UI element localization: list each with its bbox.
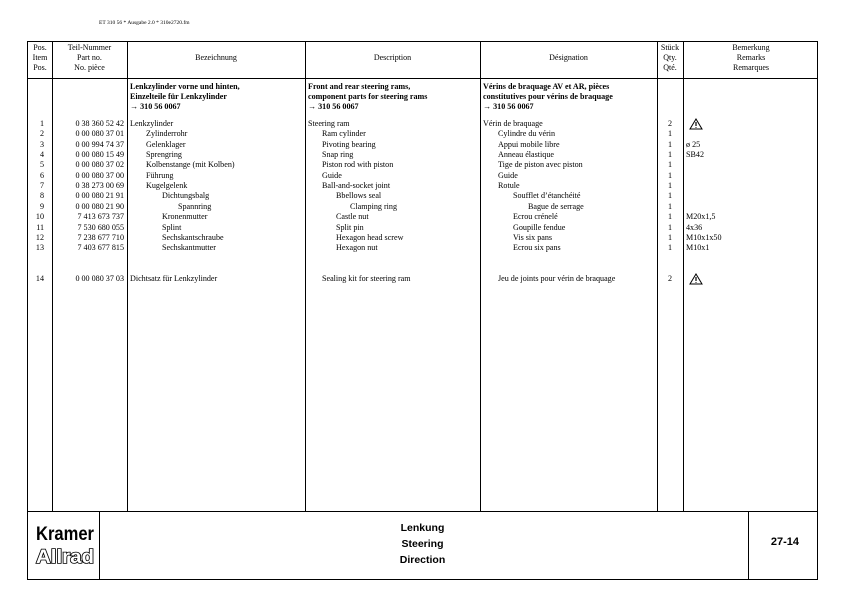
header-remarks: Bemerkung Remarks Remarques bbox=[732, 43, 770, 72]
row-designation: Vérin de braquage bbox=[483, 119, 543, 128]
row-pos: 14 bbox=[35, 274, 44, 283]
logo-text-bottom: Allrad bbox=[36, 547, 94, 568]
row-description: Ram cylinder bbox=[322, 129, 366, 138]
row-designation: Tige de piston avec piston bbox=[498, 160, 583, 169]
row-bezeichnung: Sprengring bbox=[146, 150, 182, 159]
title-de: Lenkung bbox=[400, 522, 445, 534]
header-bezeichnung: Bezeichnung bbox=[195, 53, 237, 62]
row-bezeichnung: Splint bbox=[162, 223, 182, 232]
row-part-number: 7 413 673 737 bbox=[77, 212, 124, 221]
group-heading-fr: Vérins de braquage AV et AR, pièces constitutives pour vérins de braquage → 310 56 0067 bbox=[483, 82, 613, 111]
title-en: Steering bbox=[401, 538, 444, 550]
col-divider bbox=[683, 42, 684, 511]
row-pos: 12 bbox=[35, 233, 44, 242]
row-pos: 10 bbox=[35, 212, 44, 221]
warning-triangle-icon bbox=[689, 118, 703, 130]
row-quantity: 1 bbox=[667, 160, 673, 169]
row-description: Castle nut bbox=[336, 212, 369, 221]
row-quantity: 1 bbox=[667, 171, 673, 180]
title-fr: Direction bbox=[399, 554, 446, 566]
row-quantity: 1 bbox=[667, 140, 673, 149]
header-quantity: Stück Qty. Qté. bbox=[660, 43, 680, 72]
row-quantity: 1 bbox=[667, 202, 673, 211]
row-pos: 6 bbox=[39, 171, 44, 180]
row-quantity: 1 bbox=[667, 243, 673, 252]
row-designation: Jeu de joints pour vérin de braquage bbox=[498, 274, 616, 283]
row-designation: Appui mobile libre bbox=[498, 140, 560, 149]
row-description: Split pin bbox=[336, 223, 364, 232]
row-quantity: 1 bbox=[667, 181, 673, 190]
row-bezeichnung: Dichtsatz für Lenkzylinder bbox=[130, 274, 218, 283]
header-part-number: Teil-Nummer Part no. No. pièce bbox=[67, 43, 112, 72]
row-pos: 8 bbox=[39, 191, 44, 200]
row-description: Bbellows seal bbox=[336, 191, 382, 200]
row-bezeichnung: Sechskantschraube bbox=[162, 233, 224, 242]
row-part-number: 0 00 080 37 00 bbox=[75, 171, 124, 180]
page-number: 27-14 bbox=[770, 536, 799, 548]
col-divider bbox=[305, 42, 306, 511]
row-quantity: 1 bbox=[667, 212, 673, 221]
header-description: Description bbox=[373, 53, 412, 62]
row-quantity: 1 bbox=[667, 233, 673, 242]
warning-triangle-icon bbox=[689, 273, 703, 285]
section-title bbox=[28, 520, 817, 568]
row-part-number: 7 403 677 815 bbox=[77, 243, 124, 252]
row-designation: Rotule bbox=[498, 181, 520, 190]
row-bezeichnung: Dichtungsbalg bbox=[162, 191, 210, 200]
row-designation: Ecrou crénelé bbox=[513, 212, 558, 221]
row-part-number: 0 00 994 74 37 bbox=[75, 140, 124, 149]
row-description: Sealing kit for steering ram bbox=[322, 274, 411, 283]
row-description: Snap ring bbox=[322, 150, 354, 159]
row-designation: Goupille fendue bbox=[513, 223, 566, 232]
row-description: Clamping ring bbox=[350, 202, 397, 211]
row-remark: 4x36 bbox=[686, 223, 703, 232]
row-part-number: 0 00 080 15 49 bbox=[75, 150, 124, 159]
page-footer bbox=[27, 512, 818, 580]
row-remark: M10x1x50 bbox=[686, 233, 722, 242]
row-designation: Soufflet d’étanchéité bbox=[513, 191, 581, 200]
row-bezeichnung: Kolbenstange (mit Kolben) bbox=[146, 160, 235, 169]
row-pos: 4 bbox=[39, 150, 44, 159]
row-part-number: 0 00 080 37 03 bbox=[75, 274, 124, 283]
row-description: Steering ram bbox=[308, 119, 350, 128]
row-bezeichnung: Zylinderrohr bbox=[146, 129, 188, 138]
col-divider bbox=[480, 42, 481, 511]
row-quantity: 1 bbox=[667, 191, 673, 200]
row-bezeichnung: Gelenklager bbox=[146, 140, 186, 149]
row-bezeichnung: Spannring bbox=[178, 202, 212, 211]
row-description: Ball-and-socket joint bbox=[322, 181, 391, 190]
row-part-number: 7 530 680 055 bbox=[77, 223, 124, 232]
row-part-number: 0 38 360 52 42 bbox=[75, 119, 124, 128]
group-heading-de: Lenkzylinder vorne und hinten, Einzelteile für Lenkzylinder → 310 56 0067 bbox=[130, 82, 240, 111]
row-description: Guide bbox=[322, 171, 342, 180]
row-quantity: 1 bbox=[667, 223, 673, 232]
row-part-number: 0 00 080 37 01 bbox=[75, 129, 124, 138]
row-quantity: 1 bbox=[667, 150, 673, 159]
row-part-number: 0 00 080 21 90 bbox=[75, 202, 124, 211]
row-description: Piston rod with piston bbox=[322, 160, 394, 169]
row-bezeichnung: Kronenmutter bbox=[162, 212, 208, 221]
logo-text-top: Kramer bbox=[36, 524, 95, 545]
row-pos: 1 bbox=[39, 119, 44, 128]
row-pos: 11 bbox=[36, 223, 44, 232]
row-designation: Vis six pans bbox=[513, 233, 553, 242]
header-pos: Pos. Item Pos. bbox=[32, 43, 48, 72]
row-part-number: 7 238 677 710 bbox=[77, 233, 124, 242]
row-bezeichnung: Führung bbox=[146, 171, 174, 180]
row-designation: Cylindre du vérin bbox=[498, 129, 556, 138]
row-bezeichnung: Kugelgelenk bbox=[146, 181, 188, 190]
row-designation: Ecrou six pans bbox=[513, 243, 561, 252]
row-part-number: 0 38 273 00 69 bbox=[75, 181, 124, 190]
row-remark: M20x1,5 bbox=[686, 212, 716, 221]
row-pos: 5 bbox=[39, 160, 44, 169]
row-quantity: 1 bbox=[667, 129, 673, 138]
row-part-number: 0 00 080 37 02 bbox=[75, 160, 124, 169]
row-pos: 3 bbox=[39, 140, 44, 149]
row-pos: 9 bbox=[39, 202, 44, 211]
parts-table bbox=[27, 41, 818, 512]
row-pos: 2 bbox=[39, 129, 44, 138]
col-divider bbox=[127, 42, 128, 511]
header-designation: Désignation bbox=[549, 53, 588, 62]
row-description: Hexagon head screw bbox=[336, 233, 404, 242]
row-designation: Guide bbox=[498, 171, 518, 180]
row-remark: ø 25 bbox=[686, 140, 701, 149]
group-heading-en: Front and rear steering rams, component parts for steering rams → 310 56 0067 bbox=[308, 82, 428, 111]
row-quantity: 2 bbox=[667, 274, 673, 283]
row-bezeichnung: Sechskantmutter bbox=[162, 243, 216, 252]
row-description: Hexagon nut bbox=[336, 243, 378, 252]
row-remark: M10x1 bbox=[686, 243, 710, 252]
row-description: Pivoting bearing bbox=[322, 140, 376, 149]
row-remark: SB42 bbox=[686, 150, 704, 159]
row-designation: Bague de serrage bbox=[528, 202, 584, 211]
row-bezeichnung: Lenkzylinder bbox=[130, 119, 174, 128]
row-designation: Anneau élastique bbox=[498, 150, 554, 159]
row-quantity: 2 bbox=[667, 119, 673, 128]
row-pos: 13 bbox=[35, 243, 44, 252]
row-pos: 7 bbox=[39, 181, 44, 190]
document-reference: ET 310 56 * Ausgabe 2.0 * 310e2720.fm bbox=[99, 20, 190, 26]
row-part-number: 0 00 080 21 91 bbox=[75, 191, 124, 200]
header-divider bbox=[28, 78, 817, 79]
